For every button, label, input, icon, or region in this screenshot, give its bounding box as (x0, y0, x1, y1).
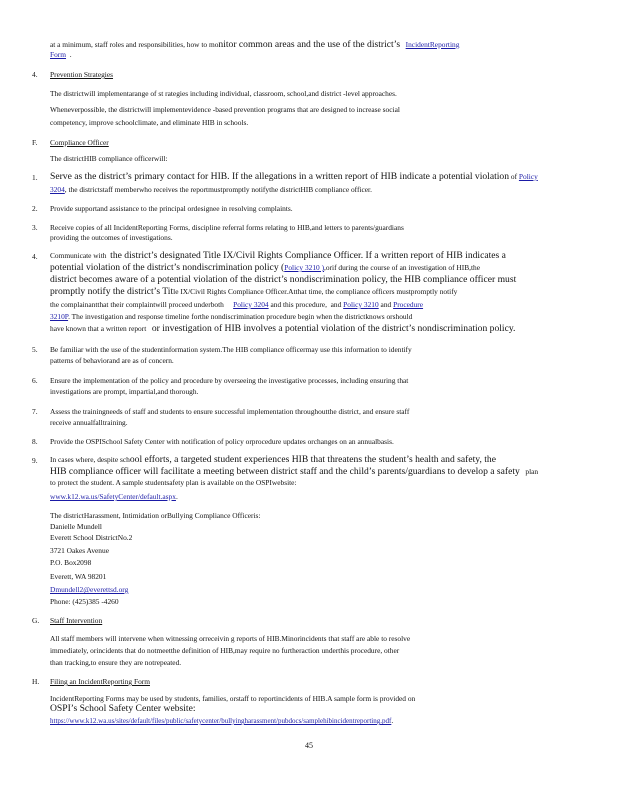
policy-3210-link-2[interactable]: Policy 3210 (343, 300, 379, 309)
filing-form-line-3: https://www.k12.wa.us/sites/default/files/public/safetycenter/bullyingharassment/pubdocs/samplehibincidentreporting.pdf. (50, 716, 394, 725)
item-7-line-1: Assess the trainingneeds of staff and students to ensure successful implementation throughoutthe district, and ensure staff (50, 407, 410, 416)
item-2-number: 2. (32, 204, 38, 213)
officer-phone: Phone: (425)385 -4260 (50, 597, 119, 606)
item-9-line-1: In cases where, despite school efforts, a targeted student experiences HIB that threatens the student’s health and safety, the (50, 454, 496, 465)
staff-intervention-line-1: All staff members will intervene when witnessing orreceivin g reports of HIB.Minorincidents that staff are able to resolve (50, 634, 411, 643)
item-6-line-2: investigations are prompt, impartial,and thorough. (50, 387, 199, 396)
item-8-line-1: Provide the OSPISchool Safety Center with notification of policy orprocedure updates orchanges on an annualbasis. (50, 437, 394, 446)
item-3-line-1: Receive copies of all IncidentReporting Forms, discipline referral forms relating to HIB,and letters to parents/guardians (50, 223, 404, 232)
item-3-line-2: providing the outcomes of investigations. (50, 233, 173, 242)
officer-city: Everett, WA 98201 (50, 572, 107, 581)
item-9-line-3: to protect the student. A sample studentsafety plan is available on the OSPIwebsite: (50, 478, 297, 487)
section-4-number: 4. (32, 70, 38, 79)
item-4-line-1: Communicate with the district’s designated Title IX/Civil Rights Compliance Officer. If a written report of HIB indicates a (50, 250, 506, 261)
item-1-line-1: Serve as the district’s primary contact for HIB. If the allegations in a written report of HIB indicate a potential violation of Policy (50, 171, 538, 182)
item-9-line-2: HIB compliance officer will facilitate a meeting between district staff and the child’s parents/guardians to develop a safety plan (50, 466, 539, 477)
page-number: 45 (305, 741, 313, 750)
item-4-line-2: potential violation of the district’s nondiscrimination policy (Policy 3210 ),orif during the course of an investigation of HIB,the (50, 262, 481, 273)
item-5-line-2: patterns of behaviorand are as of concern. (50, 356, 174, 365)
procedure-3210p-link-cont[interactable]: 3210P (50, 312, 69, 321)
item-4-line-7: have known that a written report or investigation of HIB involves a potential violation of the district’s nondiscrimination policy. (50, 323, 516, 334)
item-4-line-6: 3210P. The investigation and response timeline forthe nondiscrimination procedure begin when the districtknows orshould (50, 312, 413, 321)
incident-reporting-link[interactable]: IncidentReporting (405, 40, 460, 49)
policy-3204-link-cont[interactable]: 3204 (50, 185, 65, 194)
item-4-line-5: the complainantthat their complaintwill proceed underboth Policy 3204 and this procedure, and Policy 3210 and Procedure (50, 300, 424, 309)
safety-center-link[interactable]: www.k12.wa.us/SafetyCenter/default.aspx (50, 492, 176, 501)
staff-intervention-line-2: immediately, orincidents that do notmeetthe definition of HIB,may require no furtheraction underthis procedure, other (50, 646, 400, 655)
filing-form-line-2: OSPI’s School Safety Center website: (50, 703, 196, 714)
section-h-letter: H. (32, 677, 40, 686)
item-9-number: 9. (32, 456, 38, 465)
item-4-line-4: promptly notify the district’s Title IX/Civil Rights Compliance Officer.Atthat time, the compliance officers mustpromptly notify (50, 286, 458, 297)
item-1-number: 1. (32, 173, 38, 182)
section-g-letter: G. (32, 616, 40, 625)
prevention-text-line-2: Wheneverpossible, the districtwill implementevidence -based prevention programs that are designed to increase social (50, 105, 400, 114)
officer-po-box: P.O. Box2098 (50, 558, 92, 567)
item-2-line-1: Provide supportand assistance to the principal ordesignee in resolving complaints. (50, 204, 293, 213)
officer-street: 3721 Oakes Avenue (50, 546, 109, 555)
item-9-line-4: www.k12.wa.us/SafetyCenter/default.aspx. (50, 492, 178, 501)
item-8-number: 8. (32, 437, 38, 446)
item-4-number: 4. (32, 252, 38, 261)
item-4-line-3: district becomes aware of a potential violation of the district’s nondiscrimination policy, the HIB compliance officer must (50, 274, 517, 285)
officer-email-link[interactable]: Dmundell2@everettsd.org (50, 585, 129, 594)
staff-intervention-heading: Staff Intervention (50, 616, 103, 625)
item-6-line-1: Ensure the implementation of the policy and procedure by overseeing the investigative processes, including ensuring that (50, 376, 409, 385)
filing-form-heading: Filing an IncidentReporting Form (50, 677, 150, 686)
sample-form-link[interactable]: https://www.k12.wa.us/sites/default/files/public/safetycenter/bullyingharassment/pubdocs/samplehibincidentreporting.pdf (50, 717, 392, 725)
incident-reporting-form-link[interactable]: Form (50, 50, 67, 59)
item-5-line-1: Be familiar with the use of the studentinformation system.The HIB compliance officermay use this information to identify (50, 345, 412, 354)
officer-name: Danielle Mundell (50, 522, 102, 531)
policy-3204-link[interactable]: Policy (518, 172, 538, 181)
filing-form-line-1: IncidentReporting Forms may be used by students, families, orstaff to reportincidents of HIB.A sample form is provided on (50, 694, 416, 703)
policy-3210-link[interactable]: Policy 3210 ) (284, 263, 325, 272)
procedure-3210p-link[interactable]: Procedure (393, 300, 424, 309)
item-1-line-2: 3204, the districtstaff memberwho receives the reportmustpromptly notifythe districtHIB compliance officer. (50, 185, 372, 194)
compliance-officer-intro: The districtHIB compliance officerwill: (50, 154, 168, 163)
item-5-number: 5. (32, 345, 38, 354)
item-7-line-2: receive annualfalltraining. (50, 418, 128, 427)
item-7-number: 7. (32, 407, 38, 416)
hib-officer-intro: The districtHarassment, Intimidation orBullying Compliance Officeris: (50, 511, 261, 520)
policy-3204-link-2[interactable]: Policy 3204 (233, 300, 269, 309)
staff-intervention-line-3: than tracking,to ensure they are notrepeated. (50, 658, 182, 667)
item-3-number: 3. (32, 223, 38, 232)
prevention-strategies-heading: Prevention Strategies (50, 70, 114, 79)
officer-organization: Everett School DistrictNo.2 (50, 533, 133, 542)
prevention-text-line-3: competency, improve schoolclimate, and eliminate HIB in schools. (50, 118, 249, 127)
intro-line-2: Form . (50, 50, 72, 59)
compliance-officer-heading: Compliance Officer (50, 138, 109, 147)
intro-line-1: at a minimum, staff roles and responsibilities, how to monitor common areas and the use of the district’s IncidentReporting (50, 39, 460, 50)
item-6-number: 6. (32, 376, 38, 385)
prevention-text-line-1: The districtwill implementarange of st rategies including individual, classroom, school,and district -level approaches. (50, 89, 397, 98)
section-f-letter: F. (32, 138, 38, 147)
